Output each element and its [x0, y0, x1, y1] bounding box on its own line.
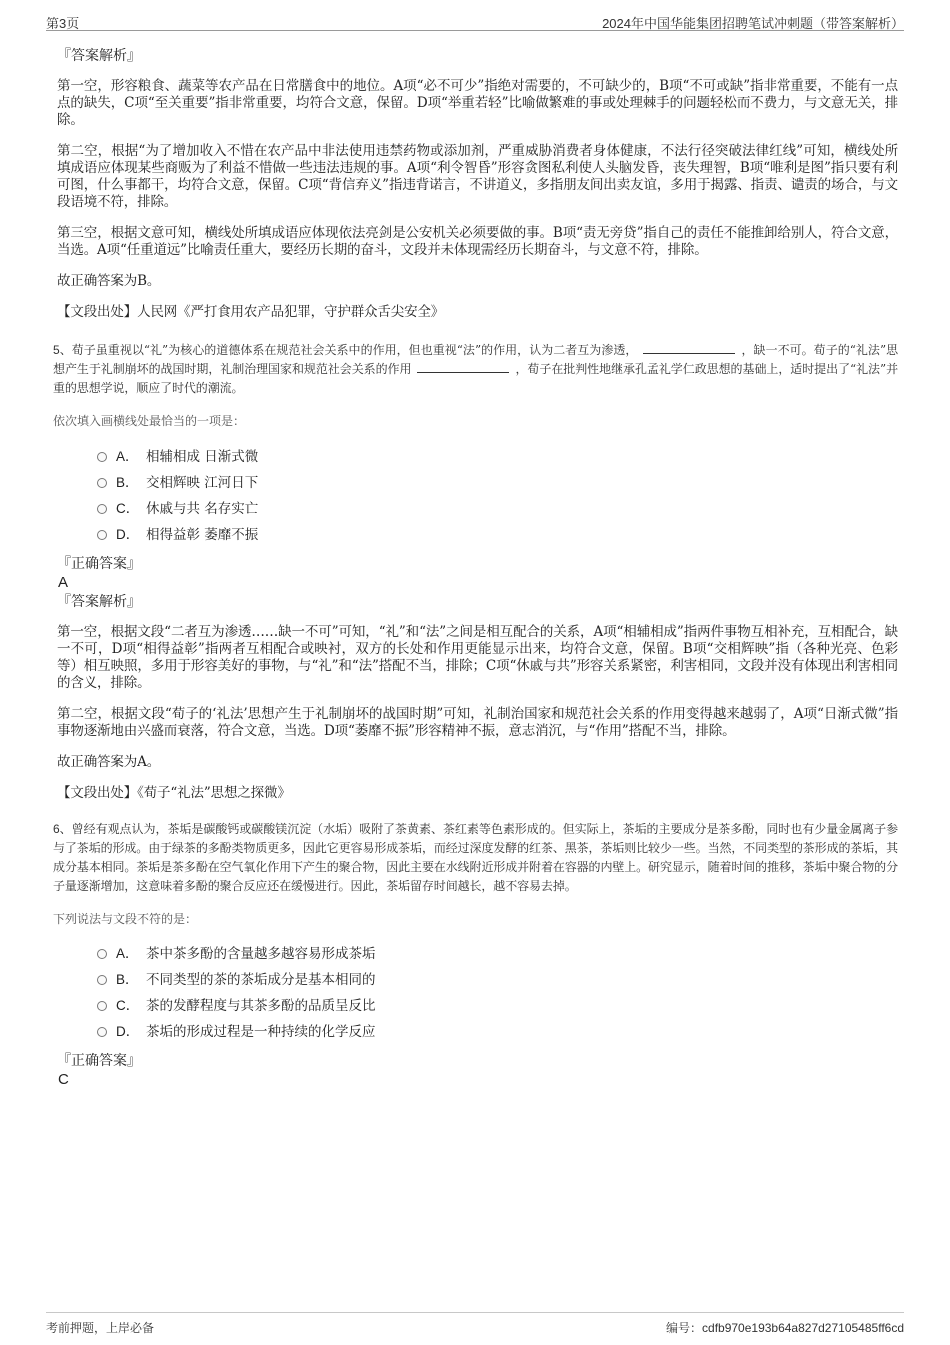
q6-option-c[interactable]	[97, 993, 898, 1019]
page-header	[46, 10, 904, 31]
radio-icon[interactable]	[97, 1001, 107, 1011]
source-tag: 【文段出处】	[57, 785, 138, 801]
q6-option-b[interactable]	[97, 967, 898, 993]
radio-icon[interactable]	[97, 1027, 107, 1037]
document-code	[666, 1319, 904, 1336]
option-letter: A．	[116, 946, 139, 961]
page-content	[53, 40, 898, 1089]
q4-analysis-para-3: 第三空，根据文意可知，横线处所填成语应体现依法亮剑是公安机关必须要做的事。B项“责无旁贷”指自己的责任不能推卸给别人，符合文意，当选。A项“任重道远”比喻责任重大，要经历长期的奋斗，文段并未体现需经历长期奋斗，与文意不符，排除。	[57, 225, 898, 258]
radio-icon[interactable]	[97, 975, 107, 985]
q5-conclusion: 故正确答案为A。	[57, 754, 161, 770]
footer-slogan: 考前押题，上岸必备	[46, 1321, 155, 1335]
q5-stem-part-2: ，缺一不可。荀子的“礼法”思想产生于礼制崩坏的战国时期，礼制治理国家和规范社会关系的作用	[53, 343, 898, 376]
radio-icon[interactable]	[97, 504, 107, 514]
option-text: 交相辉映 江河日下	[146, 475, 259, 491]
q5-option-a[interactable]	[97, 444, 898, 470]
q6-prompt: 下列说法与文段不符的是：	[53, 912, 198, 926]
q4-source-text: 人民网《严打食用农产品犯罪，守护群众舌尖安全》	[137, 304, 445, 320]
analysis-label: 『答案解析』	[57, 48, 141, 64]
option-text: 不同类型的茶的茶垢成分是基本相同的	[146, 972, 376, 988]
q5-option-c[interactable]	[97, 496, 898, 522]
option-letter: D．	[116, 1024, 140, 1039]
radio-icon[interactable]	[97, 452, 107, 462]
q5-analysis-para-1: 第一空，根据文段“二者互为渗透……缺一不可”可知，“礼”和“法”之间是相互配合的关系，A项“相辅相成”指两件事物互相补充，互相配合，缺一不可，D项“相得益彰”指两者互相配合或映衬，双方的长处和作用更能显示出来，均符合文意，保留。B项“交相辉映”指（各种光亮、色彩等）相互映照，多用于形容美好的事物，与“礼”和“法”搭配不当，排除；C项“休戚与共”形容关系紧密，利害相同，文段并没有体现出利害相同的含义，排除。	[57, 624, 898, 691]
q4-analysis-para-2: 第二空，根据“为了增加收入不惜在农产品中非法使用违禁药物或添加剂，严重威胁消费者身体健康，不法行径突破法律红线”可知，横线处所填成语应体现某些商贩为了利益不惜做一些违法违规的事。A项“利令智昏”形容贪图私利使人头脑发昏，丧失理智，B项“唯利是图”指只要有利可图，什么事都干，均符合文意，保留。C项“背信弃义”指违背诺言，不讲道义，多指朋友间出卖友谊，多用于揭露、指责、谴责的场合，与文段语境不符，排除。	[57, 143, 898, 210]
q4-conclusion: 故正确答案为B。	[57, 273, 161, 289]
q5-stem-part-3: ，荀子在批判性地继承孔孟礼学仁政思想的基础上，适时提出了“礼法”并重的思想学说，顺应了时代的潮流。	[53, 362, 898, 395]
q6-option-a[interactable]	[97, 941, 898, 967]
option-letter: C．	[116, 501, 140, 516]
option-letter: C．	[116, 998, 140, 1013]
radio-icon[interactable]	[97, 478, 107, 488]
radio-icon[interactable]	[97, 949, 107, 959]
code-label: 编号：	[666, 1321, 703, 1335]
analysis-label: 『答案解析』	[57, 594, 141, 610]
q6-stem-text: 曾经有观点认为，茶垢是碳酸钙或碳酸镁沉淀（水垢）吸附了茶黄素、茶红素等色素形成的。但实际上，茶垢的主要成分是茶多酚，同时也有少量金属离子参与了茶垢的形成。由于绿茶的多酚类物质更多，因此它更容易形成茶垢，而经过深度发酵的红茶、黑茶，茶垢则比较少一些。当然，不同类型的茶形成的茶垢，其成分基本相同。茶垢是茶多酚在空气氧化作用下产生的聚合物，因此主要在水线附近形成并附着在容器的内壁上。研究显示，随着时间的推移，茶垢中聚合物的分子量逐渐增加，这意味着多酚的聚合反应还在缓慢进行。因此，茶垢留存时间越长，越不容易去掉。	[53, 822, 898, 893]
option-letter: D．	[116, 527, 140, 542]
q6-option-d[interactable]	[97, 1019, 898, 1045]
radio-icon[interactable]	[97, 530, 107, 540]
q4-analysis-para-1: 第一空，形容粮食、蔬菜等农产品在日常膳食中的地位。A项“必不可少”指绝对需要的，不可缺少的，B项“不可或缺”指非常重要，不能有一点点的缺失，C项“至关重要”指非常重要，均符合文意，保留。D项“举重若轻”比喻做繁难的事或处理棘手的问题轻松而不费力，与文意无关，排除。	[57, 78, 898, 128]
q5-answer: A	[58, 574, 69, 591]
q5-option-d[interactable]	[97, 522, 898, 548]
source-tag: 【文段出处】	[57, 304, 138, 320]
option-text: 相辅相成 日渐式微	[146, 449, 259, 465]
q5-options	[57, 444, 898, 548]
q5-option-b[interactable]	[97, 470, 898, 496]
option-text: 相得益彰 萎靡不振	[146, 527, 259, 543]
page-footer	[46, 1312, 904, 1339]
q5-analysis-para-2: 第二空，根据文段“荀子的‘礼法’思想产生于礼制崩坏的战国时期”可知，礼制治国家和规范社会关系的作用变得越来越弱了，A项“日渐式微”指事物逐渐地由兴盛而衰落，符合文意，当选。D项“萎靡不振”形容精神不振，意志消沉，与“作用”搭配不当，排除。	[57, 706, 898, 739]
q5-source	[57, 785, 898, 802]
option-letter: A．	[116, 449, 139, 464]
q4-source	[57, 304, 898, 321]
q6-answer: C	[58, 1071, 69, 1088]
option-letter: B．	[116, 972, 139, 987]
q5-blank-2	[417, 360, 509, 373]
q5-source-text: 《荀子“礼法”思想之探微》	[137, 785, 291, 801]
q6-stem	[53, 820, 898, 896]
q5-stem	[53, 341, 898, 398]
q5-number: 5、	[53, 343, 72, 357]
page-number: 第3页	[46, 16, 80, 31]
option-text: 休戚与共 名存实亡	[146, 501, 259, 517]
q5-stem-part-1: 荀子虽重视以“礼”为核心的道德体系在规范社会关系中的作用，但也重视“法”的作用，认为二者互为渗透，	[71, 343, 638, 357]
q6-options	[57, 941, 898, 1045]
q6-number: 6、	[53, 822, 72, 836]
q5-blank-1	[643, 341, 735, 354]
code-value: cdfb970e193b64a827d27105485ff6cd	[702, 1321, 904, 1335]
option-text: 茶的发酵程度与其茶多酚的品质呈反比	[146, 998, 376, 1014]
option-text: 茶中茶多酚的含量越多越容易形成茶垢	[146, 946, 376, 962]
option-letter: B．	[116, 475, 139, 490]
correct-answer-label: 『正确答案』	[57, 1053, 141, 1069]
document-title: 2024年中国华能集团招聘笔试冲刺题（带答案解析）	[602, 16, 904, 31]
q5-prompt: 依次填入画横线处最恰当的一项是：	[53, 414, 246, 428]
correct-answer-label: 『正确答案』	[57, 556, 141, 572]
option-text: 茶垢的形成过程是一种持续的化学反应	[146, 1024, 376, 1040]
